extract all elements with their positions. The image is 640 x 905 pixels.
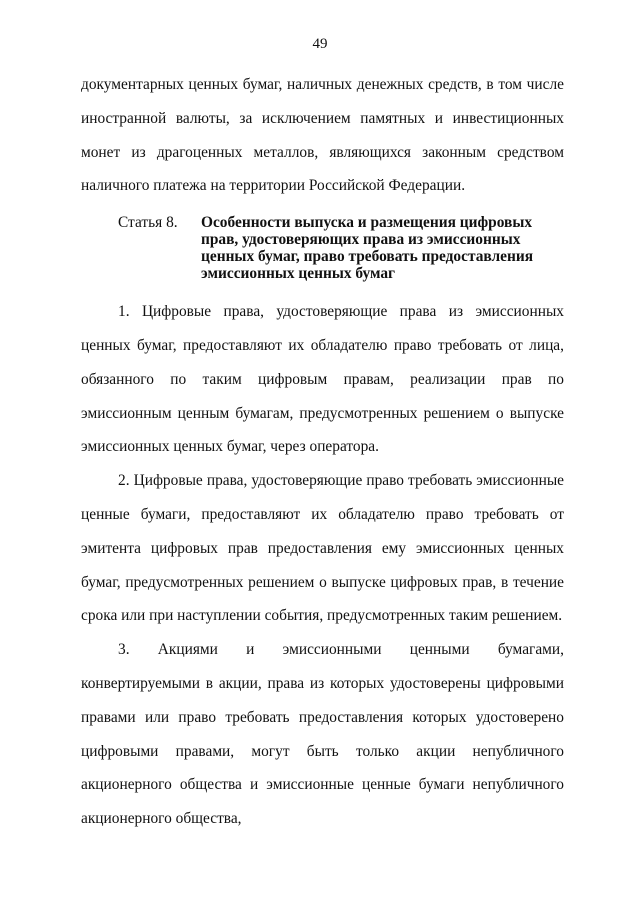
paragraph-2: 2. Цифровые права, удостоверяющие право требовать эмиссионные ценные бумаги, предоставляют их обладателю право требовать от эмитента цифровых прав предоставления ему эмиссионных ценных бумаг, предусмотренных решением о выпуске цифровых прав, в течение срока или при наступлении события, предусмотренных таким решением. — [81, 472, 564, 625]
article-label: Статья 8. — [118, 214, 178, 232]
intro-paragraph: документарных ценных бумаг, наличных денежных средств, в том числе иностранной валюты, за исключением памятных и инвестиционных монет из драгоценных металлов, являющихся законным средством наличного платежа на территории Российской Федерации. — [81, 76, 564, 195]
document-body — [81, 68, 564, 836]
article-title: Особенности выпуска и размещения цифровых прав, удостоверяющих права из эмиссионных ценных бумаг, право требовать предоставления эмиссионных ценных бумаг — [201, 214, 534, 283]
article-heading — [81, 214, 564, 282]
paragraph-1: 1. Цифровые права, удостоверяющие права из эмиссионных ценных бумаг, предоставляют их обладателю право требовать от лица, обязанного по таким цифровым правам, реализации прав по эмиссионным ценным бумагам, предусмотренных решением о выпуске эмиссионных ценных бумаг, через оператора. — [81, 303, 564, 456]
paragraph-3: 3. Акциями и эмиссионными ценными бумагами, конвертируемыми в акции, права из которых удостоверены цифровыми правами или право требовать предоставления которых удостоверено цифровыми правами, могут быть только акции непубличного акционерного общества и эмиссионные ценные бумаги непубличного акционерного общества, — [81, 641, 564, 828]
page-number: 49 — [312, 36, 328, 52]
